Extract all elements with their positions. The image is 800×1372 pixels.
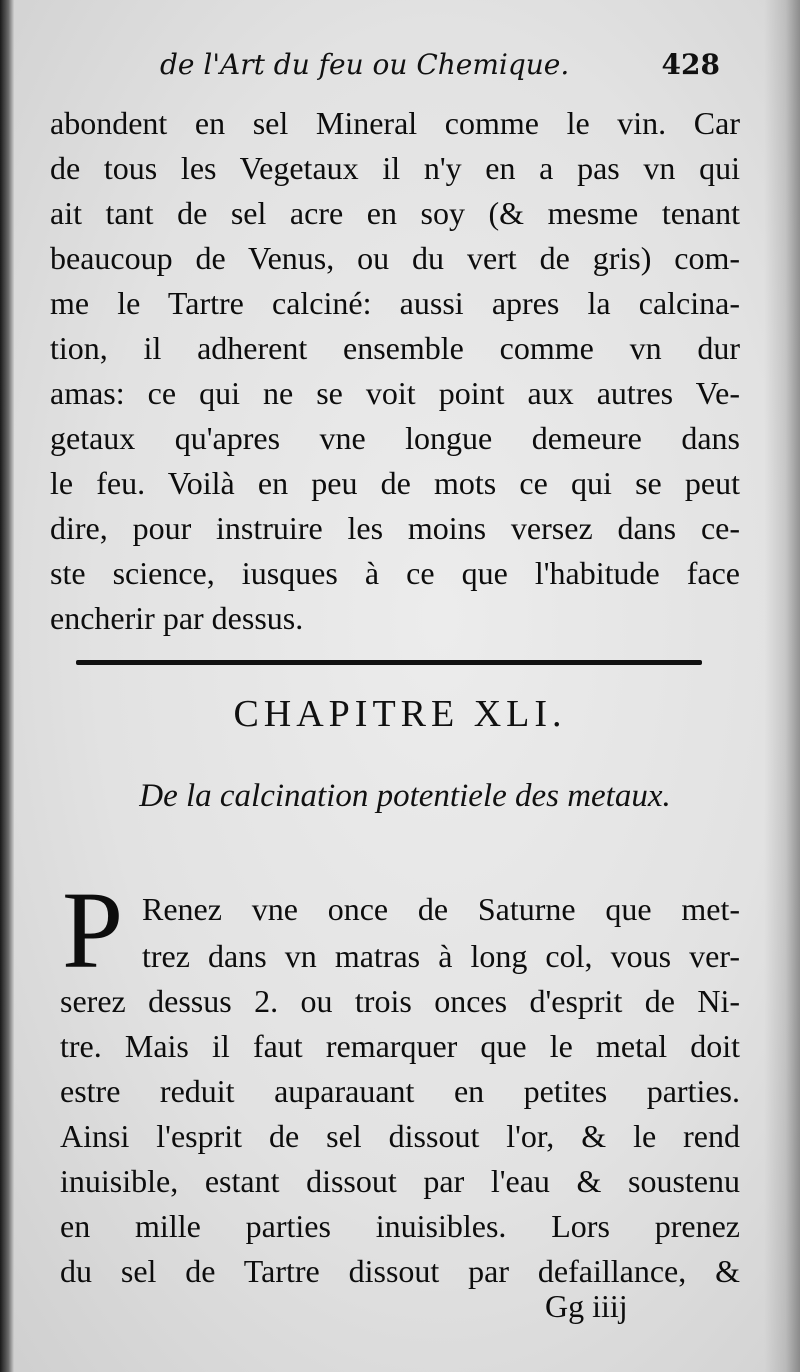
text-line: amas: ce qui ne se voit point aux autres Ve- xyxy=(50,375,740,411)
text-line: ait tant de sel acre en soy (& mesme tenant xyxy=(50,195,740,231)
chapter-subtitle: De la calcination potentiele des metaux. xyxy=(139,778,671,814)
page-binding-shadow xyxy=(0,0,14,1372)
catchword-signature: Gg iiij xyxy=(545,1288,628,1324)
chapter-divider-rule xyxy=(76,660,702,665)
chapter-title: CHAPITRE XLI. xyxy=(233,693,567,735)
text-line: de tous les Vegetaux il n'y en a pas vn qui xyxy=(50,150,740,186)
text-line: getaux qu'apres vne longue demeure dans xyxy=(50,420,740,456)
text-line: le feu. Voilà en peu de mots ce qui se peut xyxy=(50,465,740,501)
text-line: abondent en sel Mineral comme le vin. Car xyxy=(50,105,740,141)
text-line: du sel de Tartre dissout par defaillance, & xyxy=(60,1253,740,1289)
text-line: beaucoup de Venus, ou du vert de gris) com- xyxy=(50,240,740,276)
text-line: Renez vne once de Saturne que met- xyxy=(142,891,740,927)
text-line: tion, il adherent ensemble comme vn dur xyxy=(50,330,740,366)
drop-cap: P xyxy=(62,869,124,991)
text-line: tre. Mais il faut remarquer que le metal doit xyxy=(60,1028,740,1064)
text-line: encherir par dessus. xyxy=(50,600,304,636)
text-line: trez dans vn matras à long col, vous ver- xyxy=(142,938,740,974)
page-edge-shadow xyxy=(764,0,800,1372)
text-line: inuisible, estant dissout par l'eau & soustenu xyxy=(60,1163,740,1199)
running-head-title: de l'Art du feu ou Chemique. xyxy=(160,48,570,81)
text-line: estre reduit auparauant en petites parties. xyxy=(60,1073,740,1109)
text-line: en mille parties inuisibles. Lors prenez xyxy=(60,1208,740,1244)
text-line: me le Tartre calciné: aussi apres la calcina- xyxy=(50,285,740,321)
page-number: 428 xyxy=(661,48,720,81)
text-line: Ainsi l'esprit de sel dissout l'or, & le rend xyxy=(60,1118,740,1154)
text-line: dire, pour instruire les moins versez dans ce- xyxy=(50,510,740,546)
text-line: serez dessus 2. ou trois onces d'esprit de Ni- xyxy=(60,983,740,1019)
running-head xyxy=(160,48,720,94)
text-line: ste science, iusques à ce que l'habitude face xyxy=(50,555,740,591)
